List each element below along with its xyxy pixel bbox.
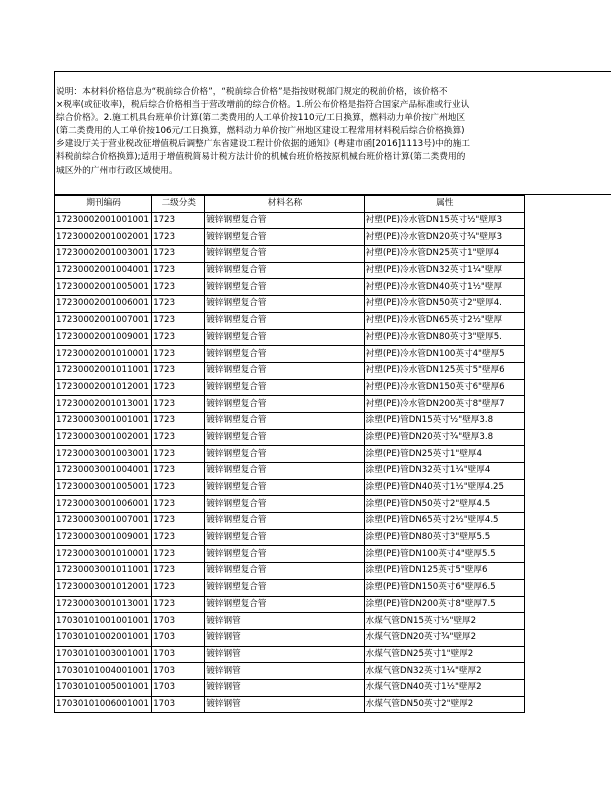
cell-category: 1723 <box>152 329 205 346</box>
cell-category: 1723 <box>152 596 205 613</box>
cell-code: 17230003001001001 <box>55 412 152 429</box>
cell-material-name: 镀锌钢塑复合管 <box>205 279 364 296</box>
table-row <box>55 312 525 329</box>
cell-material-name: 镀锌钢塑复合管 <box>205 563 364 580</box>
cell-attribute: 涂塑(PE)管DN100英寸4"壁厚5.5 <box>364 546 524 563</box>
cell-code: 17230003001004001 <box>55 463 152 480</box>
header-code: 期刊编码 <box>55 196 152 213</box>
cell-attribute: 涂塑(PE)管DN40英寸1½"壁厚4.25 <box>364 479 524 496</box>
cell-category: 1703 <box>152 679 205 696</box>
cell-material-name: 镀锌钢塑复合管 <box>205 579 364 596</box>
cell-code: 17230003001010001 <box>55 546 152 563</box>
cell-category: 1723 <box>152 496 205 513</box>
table-row <box>55 429 525 446</box>
header-material-name: 材料名称 <box>205 196 364 213</box>
cell-material-name: 镀锌钢塑复合管 <box>205 396 364 413</box>
cell-attribute: 衬塑(PE)冷水管DN40英寸1½"壁厚 <box>364 279 524 296</box>
cell-material-name: 镀锌钢塑复合管 <box>205 596 364 613</box>
table-row <box>55 463 525 480</box>
table-body <box>55 212 525 713</box>
note-line: ×税率(或征收率)，税后综合价格相当于营改增前的综合价格。1.所公布价格是指符合国家产品标准或行业认 <box>56 100 470 111</box>
cell-attribute: 衬塑(PE)冷水管DN15英寸½"壁厚3 <box>364 212 524 229</box>
cell-category: 1723 <box>152 246 205 263</box>
cell-category: 1723 <box>152 579 205 596</box>
cell-category: 1723 <box>152 279 205 296</box>
cell-category: 1723 <box>152 463 205 480</box>
cell-category: 1703 <box>152 663 205 680</box>
cell-attribute: 水煤气管DN15英寸½"壁厚2 <box>364 613 524 630</box>
cell-attribute: 涂塑(PE)管DN50英寸2"壁厚4.5 <box>364 496 524 513</box>
cell-category: 1723 <box>152 312 205 329</box>
table-row <box>55 262 525 279</box>
cell-material-name: 镀锌钢塑复合管 <box>205 246 364 263</box>
note-line: 说明：本材料价格信息为“税前综合价格”，“税前综合价格”是指按财税部门规定的税前价格，该价格不 <box>56 87 448 97</box>
table-row <box>55 646 525 663</box>
table-row <box>55 696 525 713</box>
note-line: 乡建设厅关于营业税改征增值税后调整广东省建设工程计价依据的通知》(粤建市函[2016]1113号)中的施工 <box>56 139 470 150</box>
cell-code: 17230002001009001 <box>55 329 152 346</box>
cell-code: 17230002001004001 <box>55 262 152 279</box>
table-row <box>55 579 525 596</box>
cell-attribute: 水煤气管DN20英寸¾"壁厚2 <box>364 629 524 646</box>
cell-category: 1723 <box>152 546 205 563</box>
cell-attribute: 涂塑(PE)管DN200英寸8"壁厚7.5 <box>364 596 524 613</box>
cell-material-name: 镀锌钢塑复合管 <box>205 546 364 563</box>
cell-material-name: 镀锌钢塑复合管 <box>205 262 364 279</box>
cell-attribute: 涂塑(PE)管DN25英寸1"壁厚4 <box>364 446 524 463</box>
cell-category: 1723 <box>152 296 205 313</box>
cell-category: 1723 <box>152 429 205 446</box>
cell-category: 1703 <box>152 613 205 630</box>
cell-attribute: 涂塑(PE)管DN150英寸6"壁厚6.5 <box>364 579 524 596</box>
table-row <box>55 329 525 346</box>
cell-material-name: 镀锌钢塑复合管 <box>205 329 364 346</box>
cell-code: 17230002001001001 <box>55 212 152 229</box>
table-row <box>55 229 525 246</box>
table-row <box>55 412 525 429</box>
cell-code: 17230003001002001 <box>55 429 152 446</box>
cell-attribute: 衬塑(PE)冷水管DN50英寸2"壁厚4. <box>364 296 524 313</box>
note-line: (第二类费用的人工单价按106元/工日换算，燃料动力单价按广州地区建设工程常用材料税后综合价格换算) <box>56 126 465 137</box>
cell-code: 17230002001012001 <box>55 379 152 396</box>
material-price-table <box>54 195 525 713</box>
cell-attribute: 衬塑(PE)冷水管DN25英寸1"壁厚4 <box>364 246 524 263</box>
cell-material-name: 镀锌钢塑复合管 <box>205 212 364 229</box>
cell-attribute: 衬塑(PE)冷水管DN150英寸6"壁厚6 <box>364 379 524 396</box>
cell-attribute: 涂塑(PE)管DN15英寸½"壁厚3.8 <box>364 412 524 429</box>
cell-material-name: 镀锌钢塑复合管 <box>205 379 364 396</box>
table-row <box>55 346 525 363</box>
cell-material-name: 镀锌钢塑复合管 <box>205 513 364 530</box>
cell-code: 17230002001010001 <box>55 346 152 363</box>
cell-category: 1723 <box>152 412 205 429</box>
cell-attribute: 水煤气管DN40英寸1½"壁厚2 <box>364 679 524 696</box>
cell-code: 17030101002001001 <box>55 629 152 646</box>
cell-attribute: 衬塑(PE)冷水管DN200英寸8"壁厚7 <box>364 396 524 413</box>
table-row <box>55 446 525 463</box>
table-row <box>55 546 525 563</box>
cell-category: 1723 <box>152 396 205 413</box>
cell-category: 1703 <box>152 629 205 646</box>
table-row <box>55 379 525 396</box>
cell-material-name: 镀锌钢塑复合管 <box>205 479 364 496</box>
cell-attribute: 水煤气管DN50英寸2"壁厚2 <box>364 696 524 713</box>
table-row <box>55 513 525 530</box>
cell-code: 17230002001013001 <box>55 396 152 413</box>
cell-code: 17230002001006001 <box>55 296 152 313</box>
cell-material-name: 镀锌钢塑复合管 <box>205 412 364 429</box>
cell-code: 17230003001005001 <box>55 479 152 496</box>
cell-category: 1723 <box>152 229 205 246</box>
cell-code: 17230002001011001 <box>55 362 152 379</box>
cell-material-name: 镀锌钢管 <box>205 696 364 713</box>
cell-code: 17230003001013001 <box>55 596 152 613</box>
table-row <box>55 496 525 513</box>
cell-attribute: 衬塑(PE)冷水管DN100英寸4"壁厚5 <box>364 346 524 363</box>
table-row <box>55 596 525 613</box>
cell-attribute: 衬塑(PE)冷水管DN20英寸¾"壁厚3 <box>364 229 524 246</box>
cell-code: 17030101003001001 <box>55 646 152 663</box>
cell-material-name: 镀锌钢管 <box>205 679 364 696</box>
cell-code: 17030101001001001 <box>55 613 152 630</box>
cell-material-name: 镀锌钢管 <box>205 663 364 680</box>
header-attribute: 属性 <box>364 196 524 213</box>
table-row <box>55 212 525 229</box>
cell-code: 17230002001003001 <box>55 246 152 263</box>
table-row <box>55 529 525 546</box>
table-row <box>55 629 525 646</box>
cell-code: 17230003001009001 <box>55 529 152 546</box>
cell-category: 1723 <box>152 529 205 546</box>
cell-attribute: 衬塑(PE)冷水管DN80英寸3"壁厚5. <box>364 329 524 346</box>
cell-category: 1723 <box>152 362 205 379</box>
cell-code: 17230002001002001 <box>55 229 152 246</box>
cell-code: 17230002001007001 <box>55 312 152 329</box>
table-row <box>55 663 525 680</box>
cell-attribute: 涂塑(PE)管DN32英寸1¼"壁厚4 <box>364 463 524 480</box>
table-row <box>55 563 525 580</box>
cell-material-name: 镀锌钢塑复合管 <box>205 446 364 463</box>
cell-material-name: 镀锌钢管 <box>205 613 364 630</box>
cell-code: 17230003001012001 <box>55 579 152 596</box>
cell-code: 17230003001007001 <box>55 513 152 530</box>
cell-code: 17230003001003001 <box>55 446 152 463</box>
table-header-row <box>55 196 525 213</box>
cell-material-name: 镀锌钢管 <box>205 629 364 646</box>
spreadsheet-page <box>54 71 611 713</box>
table-row <box>55 279 525 296</box>
cell-material-name: 镀锌钢塑复合管 <box>205 229 364 246</box>
cell-attribute: 涂塑(PE)管DN20英寸¾"壁厚3.8 <box>364 429 524 446</box>
table-row <box>55 246 525 263</box>
note-line: 城区外的广州市行政区域使用。 <box>56 165 178 176</box>
cell-category: 1723 <box>152 379 205 396</box>
cell-material-name: 镀锌钢塑复合管 <box>205 346 364 363</box>
cell-material-name: 镀锌钢塑复合管 <box>205 529 364 546</box>
cell-code: 17030101005001001 <box>55 679 152 696</box>
cell-code: 17030101004001001 <box>55 663 152 680</box>
cell-attribute: 衬塑(PE)冷水管DN65英寸2½"壁厚 <box>364 312 524 329</box>
cell-attribute: 水煤气管DN32英寸1¼"壁厚2 <box>364 663 524 680</box>
cell-code: 17230003001011001 <box>55 563 152 580</box>
cell-category: 1723 <box>152 446 205 463</box>
table-row <box>55 679 525 696</box>
note-line: 综合价格》。2.施工机具台班单价计算(第二类费用的人工单价按110元/工日换算，燃料动力单价按广州地区 <box>56 113 466 124</box>
cell-code: 17230002001005001 <box>55 279 152 296</box>
header-category: 二级分类 <box>152 196 205 213</box>
cell-material-name: 镀锌钢塑复合管 <box>205 362 364 379</box>
cell-attribute: 涂塑(PE)管DN80英寸3"壁厚5.5 <box>364 529 524 546</box>
cell-attribute: 涂塑(PE)管DN125英寸5"壁厚6 <box>364 563 524 580</box>
cell-material-name: 镀锌钢塑复合管 <box>205 296 364 313</box>
cell-material-name: 镀锌钢塑复合管 <box>205 429 364 446</box>
cell-category: 1723 <box>152 212 205 229</box>
cell-material-name: 镀锌钢塑复合管 <box>205 496 364 513</box>
cell-material-name: 镀锌钢塑复合管 <box>205 312 364 329</box>
cell-attribute: 涂塑(PE)管DN65英寸2½"壁厚4.5 <box>364 513 524 530</box>
cell-category: 1703 <box>152 646 205 663</box>
table-row <box>55 296 525 313</box>
table-row <box>55 396 525 413</box>
cell-material-name: 镀锌钢塑复合管 <box>205 463 364 480</box>
cell-code: 17230003001006001 <box>55 496 152 513</box>
cell-category: 1723 <box>152 513 205 530</box>
table-row <box>55 613 525 630</box>
note-line: 料税前综合价格换算);适用于增值税简易计税方法计价的机械台班价格按原机械台班价格计算(第二类费用的 <box>56 152 466 163</box>
cell-category: 1723 <box>152 479 205 496</box>
cell-category: 1723 <box>152 346 205 363</box>
cell-category: 1723 <box>152 563 205 580</box>
cell-material-name: 镀锌钢管 <box>205 646 364 663</box>
cell-category: 1703 <box>152 696 205 713</box>
price-note <box>54 71 611 195</box>
cell-attribute: 衬塑(PE)冷水管DN32英寸1¼"壁厚 <box>364 262 524 279</box>
cell-category: 1723 <box>152 262 205 279</box>
table-row <box>55 479 525 496</box>
cell-code: 17030101006001001 <box>55 696 152 713</box>
cell-attribute: 水煤气管DN25英寸1"壁厚2 <box>364 646 524 663</box>
cell-attribute: 衬塑(PE)冷水管DN125英寸5"壁厚6 <box>364 362 524 379</box>
table-row <box>55 362 525 379</box>
